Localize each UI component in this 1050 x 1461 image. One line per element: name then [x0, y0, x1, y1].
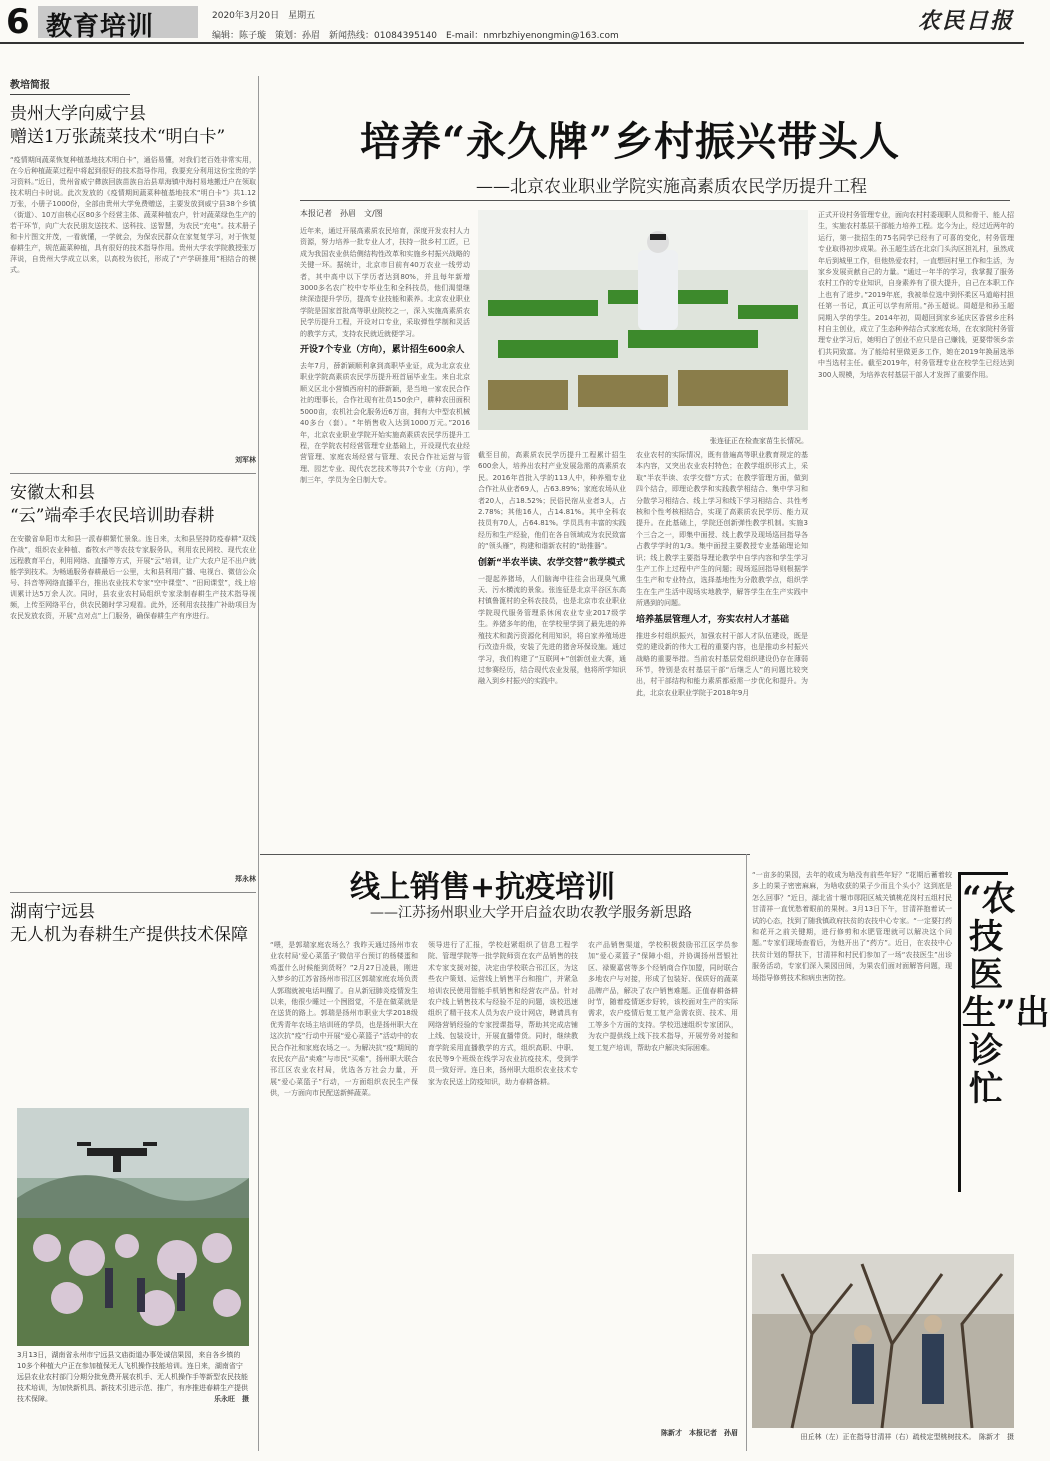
feature1-subheading-2: 创新“半农半读、农学交替”教学模式: [478, 557, 625, 568]
brief2-headline: 安徽太和县 “云”端牵手农民培训助春耕: [10, 483, 215, 526]
orchard-graphic: [752, 1254, 1014, 1428]
rule: [260, 854, 750, 855]
feature2-col3-text: 农产品销售渠道，学校积极鼓励邗江区学员参加“爱心菜篮子”保障小组，并协调扬州晋银社区、禄聚嘉营等多个经销商合作加盟，同时联合多地农户与对接，形成了包装好、保质好的蔬菜品牌产品，解决了农户销售难题。正值春耕备耕时节，随着疫情逐步好转，该校面对生产的实际需求，农户疫情后复工复产急需农资、技术、用工等多个方面的支持。学校迅速组织专家团队，为农户提供线上线下技术指导，开展劳务对接和复工复产培训，帮助农户解决实际困难。: [588, 941, 738, 1052]
feature3-text: “一亩多的果园，去年的收成为啥没有前些年好？”花期后蓄着较多上的果子密密麻麻，为啥收获的果子少而且个头小？这到底是怎么回事？”近日，湖北省十堰市郧阳区城关镇桃花岗村五组村民甘清祥一直忧愁着眼前的果树。3月13日下午，甘清祥抱着试一试的心态，找到了随我镇政府扶贫的农技中心专家。“一定要打药和花开之前关键期，进行修剪和水肥管理就可以解决这个问题。”专家们现场查看后，为他开出了“药方”。近日，在农技中心扶贫计划的帮扶下，甘清祥和村民们参加了一场“农技医生”出诊服务活动，专家们深入果园田间，为果农们面对面解答问题，现场指导修剪技术和病虫害防控。: [752, 871, 952, 982]
masthead: [0, 0, 1024, 44]
feature2-headline: 线上销售+抗疫培训: [350, 870, 616, 905]
brief2-byline: 郑永林: [235, 875, 256, 883]
divider: [10, 892, 256, 893]
feature1-subheading-3: 培养基层管理人才，夯实农村人才基础: [636, 614, 790, 625]
section-title: 教育培训: [46, 12, 155, 42]
feature1-col4-text: 正式开设村务管理专业，面向农村村委现职人员和骨干、能人招生，实施农村基层干部能力培养工程。迄今为止，经过近两年的运行，第一批招生的75名同学已经有了可喜的变化，村务管理专业取得初步成果。孙玉超生活在北京门头沟区担礼村，虽然成年后到城里工作，但他热爱农村，一直想回村里工作和生活，为家乡发展贡献自己的力量。“通过一年半的学习，我掌握了服务农村工作的专业知识，自身素养有了很大提升，自己在本职工作上也有了进步。”2019年底，我被单位选中到怀柔区马道峪村担任第一书记，真正可以学有所用。”孙玉超说。周超是和孙玉超同期入学的学生。2014年初，周超回到家乡延庆区香营乡庄科村自主创业，成立了生态种养结合式家庭农场，在农家院村务管理专业学习后，她明白了创业不应只是自己赚钱，更要带领乡亲们共同致富。为了能给村里做更多工作，她在2019年换届选举中当选村主任。截至2019年，村务管理专业在校学生已经达到300人规模，为培养农村基层干部人才发挥了重要作用。: [818, 211, 1014, 379]
page-number: 6: [6, 2, 30, 42]
feature2-col3: [588, 940, 738, 1420]
feature1-col3-text-b: 推进乡村组织振兴，加强农村干部人才队伍建设，既是党的建设新的伟大工程的重要内容，也是推动乡村振兴战略的重要举措。当前农村基层党组织建设仍存在薄弱环节，特别是农村基层干部“后继乏人”的问题比较突出，村干部结构和能力素质都亟需一步优化和提升。为此，北京农业职业学院于2018年9月: [636, 631, 808, 697]
column-divider: [258, 76, 259, 1451]
orchard-caption: 田丘林（左）正在指导甘清祥（右）疏枝定型桃树技术。 陈新才 摄: [800, 1433, 1014, 1441]
feature2-col2: [428, 940, 578, 1440]
greenhouse-photo: [478, 210, 808, 430]
date-line: 2020年3月20日 星期五: [212, 11, 316, 21]
feature3-body: [752, 870, 952, 1246]
greenhouse-graphic: [478, 210, 808, 430]
feature2-byline: 陈新才 本报记者 孙眉: [661, 1429, 738, 1437]
column-divider: [746, 854, 747, 1451]
feature1-col2-text-b: 一提起养猪场，人们脑海中往往会出现臭气熏天、污水横流的景象。张连征是北京平谷区东高村镇鲁篦村的全科农技员，也是北京市农业职业学院现代服务管理系休闲农业专业2017级学生。养猪多年的他，在学校里学到了最先进的养殖技术和粪污资源化利用知识，将自家养殖场进行改造升级，安装了先进的猪舍环保设施。通过学习，我们构建了“互联网+”创新创业大赛，通过参赛经历，结合现代农业发展，他将所学知识融入到乡村振兴的实践中。: [478, 574, 626, 686]
feature1-byline: 本报记者 孙眉 文/图: [300, 209, 383, 218]
brief2-body: 在安徽省阜阳市太和县一派春耕繁忙景象。连日来，太和县坚持防疫春耕“双线作战”，组织农业种植、畜牧水产等农技专家服务队，利用农民网校、现代农业远程教育平台，利用网络、直播等方式，开展“云”培训，让广大农户足不出户就能学到技术。为畅通服务春耕最后一公里，太和县利用广播、电视台、微信公众号、抖音等网络直播平台，推出农业技术专家“空中课堂”、“田间课堂”，线上培训累计达5万余人次。同时，县农业农村局组织专家录制春耕生产技术指导视频，上传至网络平台，供农民随时学习观看。此外，还利用农技推广补助项目为农民发放农资，开展“点对点”上门服务，确保春耕生产有序进行。: [10, 535, 256, 620]
feature3-vertical-headline: “农技医生”出诊忙: [962, 879, 1050, 1109]
feature1-col3-text: 农业农村的实际情况，既有普遍高等职业教育规定的基本内容，又突出农业农村特色；在教学组织形式上，采取“半农半读、农学交替”方式；在教学管理方面，做到四个结合，即理论教学和实践教学相结合、集中学习和分散学习相结合、线上学习和线下学习相结合、共性考核和个性考核相结合，实现了高素质农民学历、能力双提升。在此基础上，学院还创新弹性教学机制。实施3个三合之一，即集中面授、线上教学及现场巡回指导各占教学学时的1/3。集中面授主要教授专业基础理论知识；线上教学主要指导理论教学中自学内容和学生学习生产工作上过程中产生的问题；现场巡回指导则根据学生生产和专业特点，选择基地性为分散教学点，组织学生在生产生活中现场实地教学，解答学生在生产实践中所遇到的问题。: [636, 451, 808, 608]
greenhouse-caption: 张连征正在检查家苗生长情况。: [710, 437, 808, 445]
drone-photo-graphic: [17, 1108, 249, 1346]
feature1-col1: [300, 226, 470, 846]
feature2-col2-text: 领导进行了汇报，学校赶紧组织了信息工程学院、管理学院等一批学院师资在农产品销售的技术专家支援对接，决定由学校联合邗江区，为这些农户策划、运营线上销售平台和推广，并紧急培训农民使用智能手机销售和经营农产品。针对农户线上销售技术与经验不足的问题，该校迅速组织了精干技术人员为农户设计网店，聘请具有网络营销经验的专家授课指导，帮助其完成店铺上线、包装设计，开展直播带货。同时，继续教育学院采用直播教学的方式，组织高职、中职、农民等9个班级在线学习农业抗疫技术，受到学员一致好评。连日来，扬州职大组织农业技术专家为农民送上防疫知识，助力春耕备耕。: [428, 941, 578, 1086]
feature1-subhead: ——北京农业职业学院实施高素质农民学历提升工程: [476, 177, 867, 197]
drone-photo-caption: [17, 1350, 249, 1405]
feature1-col4: [818, 210, 1014, 846]
divider: [10, 473, 256, 474]
brief3-headline: 湖南宁远县 无人机为春耕生产提供技术保障: [10, 902, 248, 945]
editors-line: 编辑：陈子璇 策划：孙眉 新闻热线：01084395140 E-mail：nmrbzhiyenongmin@163.com: [212, 31, 619, 41]
brief1-body: “疫情期间蔬菜恢复种植基地技术明白卡”，通俗易懂，对我们老百姓非常实用，在今后种植蔬菜过程中将起到很好的技术指导作用，我要充分利用这份宝贵的学习资料。”近日，贵州省威宁彝族回族苗族自治县草海镇中海村易地搬迁户在领取技术明白卡时说。此次发放的《疫情期间蔬菜种植基地技术“明白卡”》共1.12万张，小册子1000份，全部由贵州大学免费赠送，主要发放到威宁县38个乡镇（街道）、10万亩核心区80多个经营主体、蔬菜种植农户，针对蔬菜绿色生产的若干环节，向广大农民朋友送技术、送科技、送智慧，为农民“充电”。技术册子和卡片图文并茂，一看就懂，一学就会，为保农民群众在家复复学习，对于恢复春耕生产，规范蔬菜种植，具有很好的技术指导作用。贵州大学农学院教授张万萍说，自贵州大学成立以来，以高校为依托，形成了“产学研推用”相结合的模式。: [10, 156, 256, 274]
brief1-headline: 贵州大学向威宁县 赠送1万张蔬菜技术“明白卡”: [10, 104, 226, 147]
drone-caption-text: 3月13日，湖南省永州市宁远县文庙街道办事处诚信果园，来自各乡镇的10多个种植大户正在参加植保无人飞机操作技能培训。连日来，湖南省宁远县农业农村部门分期分批免费开展农机手、无人机操作手等新型农民技能技术培训，为加快新机具、新技术引进示范、推广，有序推进春耕生产提供技术保障。: [17, 1351, 248, 1403]
feature1-col2: [478, 450, 626, 846]
feature1-col3: [636, 450, 808, 846]
feature1-col2-text: 截至目前，高素质农民学历提升工程累计招生600余人，培养出农村产业发展急需的高素质农民。2016年首批入学的113人中，种养殖专业合作社从业者69人，占63.89%；家庭农场从业者20人，占18.52%；民俗民宿从业者3人，占2.78%；其他16人，占14.81%。其中全科农技员有70人，占64.81%。学员具有丰富的实践经历和生产经验，他们在各自领域成为农民致富的“领头雁”，构建和谐新农村的“助推器”。: [478, 451, 626, 551]
paper-logo: 农民日报: [917, 8, 1014, 34]
feature2-col1-text: “喂，是郭瑞家庭农场么？我昨天通过扬州市农业农村局‘爱心菜篮子’微信平台预订的杨楼蛋和鸡蛋什么时候能到货呀？”2月27日凌晨，刚进入梦乡的江苏省扬州市邗江区郭瑞家庭农场负责人郭瑞就被电话叫醒了。自从新冠肺炎疫情发生以来，他很少睡过一个囫囵觉，不是在做菜就是在送货的路上。郭瑞是扬州市职业大学2018级优秀青年农场主培训班的学员，也是扬州职大在这次抗“疫”行动中开展“爱心菜篮子”活动中的农民合作社和家庭农场之一。为解决抗“疫”期间的农民农产品“卖难”与市民“买难”，扬州职大联合邗江区农业农村局，优选各方社会力量，开展“爱心菜篮子”行动，一方面组织农民生产保供，一方面向市民配送新鲜蔬菜。: [270, 941, 418, 1098]
feature1-subheading-1: 开设7个专业（方向），累计招生600余人: [300, 345, 465, 356]
drone-training-photo: [17, 1108, 249, 1346]
orchard-photo: [752, 1254, 1014, 1428]
feature2-subhead: ——江苏扬州职业大学开启益农助农教学服务新思路: [370, 905, 692, 921]
feature1-col1-text: 近年来，通过开展高素质农民培育，深度开发农村人力资源，努力培养一批专业人才，扶持一批乡村工匠，已成为我国农业供给侧结构性改革和实施乡村振兴战略的关键一环。据统计，北京市目前有40万农业一线劳动者，其中高中以下学历者达到80%，并且每年新增3000多名农广校中专毕业生和全科技员，他们渴望继续深造提升学历，提高专业技能和素养。北京农业职业学院是国家首批高等职业院校之一，深入实施高素质农民学历提升工程，开设对口专业，采取弹性学制和灵活的教学方式，支持农民就近就便学习。: [300, 227, 470, 338]
rule: [300, 200, 1010, 201]
drone-photo-byline: 乐永旺 摄: [214, 1395, 249, 1403]
feature2-col1: [270, 940, 418, 1440]
left-brief-column: [10, 76, 256, 947]
brief1-byline: 刘军林: [235, 456, 256, 464]
feature1-headline: 培养“永久牌”乡村振兴带头人: [360, 118, 901, 165]
feature1-col1-text-b: 去年7月，薛新颖顺利拿到高职毕业证，成为北京农业职业学院高素质农民学历提升班首届毕业生。来自北京顺义区北小营镇西府村的薛新颖，是当地一家农民合作社的理事长，合作社现有社员150余户，耕种农田面积5000亩，农机社会化服务近6万亩，拥有大中型农机械40多台（套）。“年销售收入达到1000万元。”2016年，北京农业职业学院开始实施高素质农民学历提升工程，在学院农村经营管理专业基础上，开设现代农业经营管理、家庭农场经营与管理、农民合作社运营与管理、园艺专业、现代农艺技术等共7个专业（方向），学制三年，学员为全日制大专。: [300, 362, 470, 485]
brief-tag: 教培简报: [10, 76, 130, 95]
